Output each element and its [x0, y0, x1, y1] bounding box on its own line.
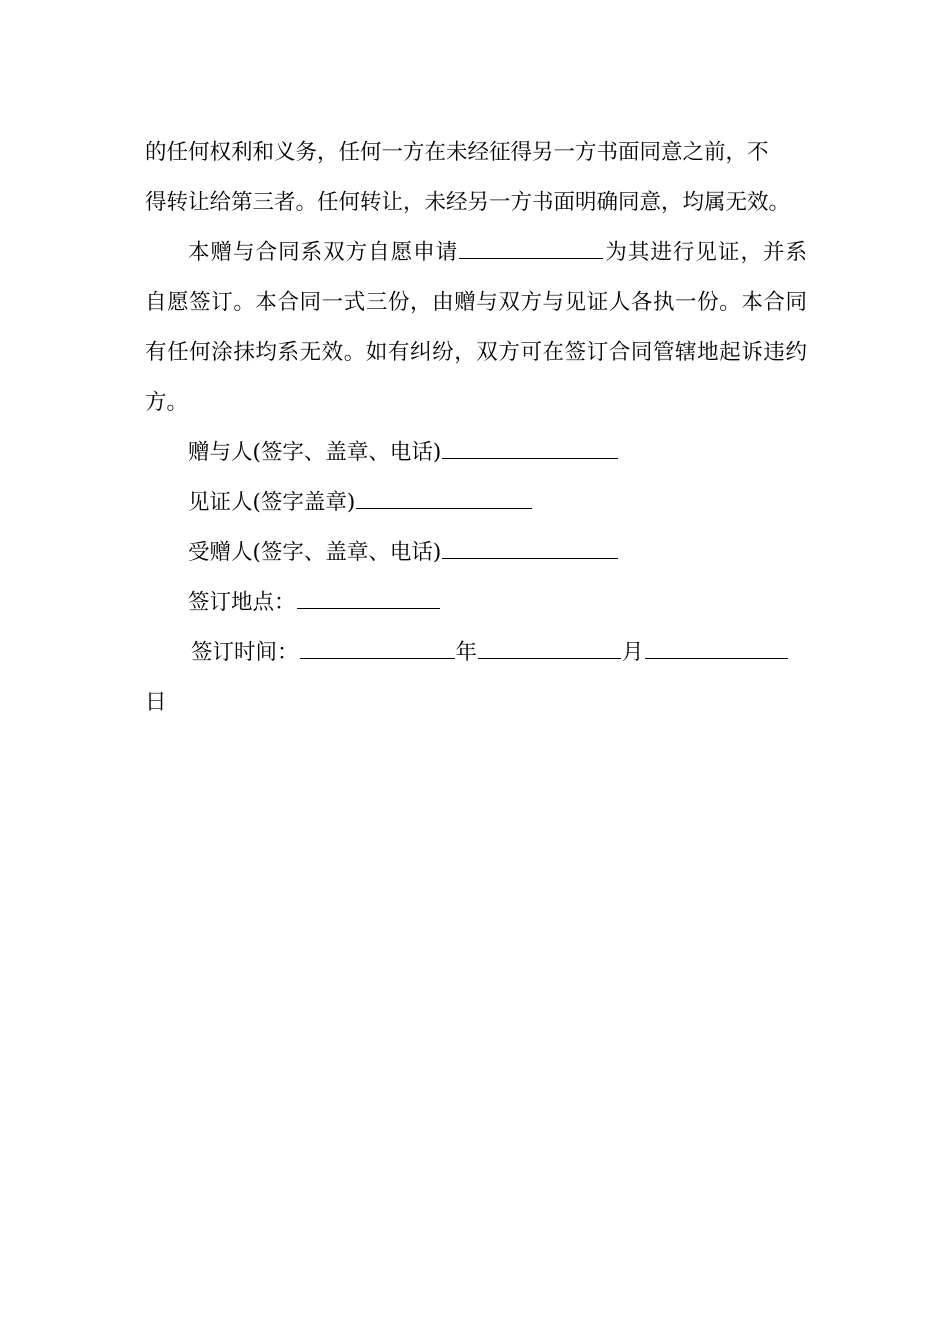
donee-label: 受赠人(签字、盖章、电话)	[188, 540, 442, 565]
witness-label: 见证人(签字盖章)	[188, 490, 356, 515]
donor-signature-blank	[442, 438, 618, 459]
day-label: 日	[145, 690, 167, 715]
paragraph-text-start: 本赠与合同系双方自愿申请	[188, 240, 459, 265]
signing-place-label: 签订地点：	[188, 590, 296, 615]
signing-time-label: 签订时间：	[191, 640, 299, 665]
day-line	[145, 678, 807, 728]
year-label: 年	[455, 640, 478, 665]
donor-label: 赠与人(签字、盖章、电话)	[188, 440, 442, 465]
day-blank	[645, 638, 788, 659]
donor-signature-line	[145, 428, 807, 478]
month-label: 月	[622, 640, 644, 665]
donee-signature-line	[145, 528, 807, 578]
paragraph-text-end: 为其进行见证，并系自愿签订。本合同一式三份，由赠与双方与见证人各执一份。本合同有任何涂抹均系无效。如有纠纷，双方可在签订合同管辖地起诉违约方。	[145, 240, 807, 415]
donee-signature-blank	[442, 538, 618, 559]
paragraph-witness-clause	[145, 228, 807, 428]
signing-place-line	[145, 578, 807, 628]
document-body	[145, 128, 807, 728]
month-blank	[478, 638, 621, 659]
signing-place-blank	[297, 588, 440, 609]
paragraph-line: 得转让给第三者。任何转让，未经另一方书面明确同意，均属无效。	[145, 190, 791, 215]
paragraph-line: 的任何权利和义务，任何一方在未经征得另一方书面同意之前，不	[145, 140, 769, 165]
signing-time-line	[145, 628, 807, 678]
witness-org-blank	[459, 238, 603, 259]
paragraph-transfer-clause	[145, 128, 807, 228]
year-blank	[300, 638, 455, 659]
witness-signature-blank	[356, 488, 532, 509]
witness-signature-line	[145, 478, 807, 528]
